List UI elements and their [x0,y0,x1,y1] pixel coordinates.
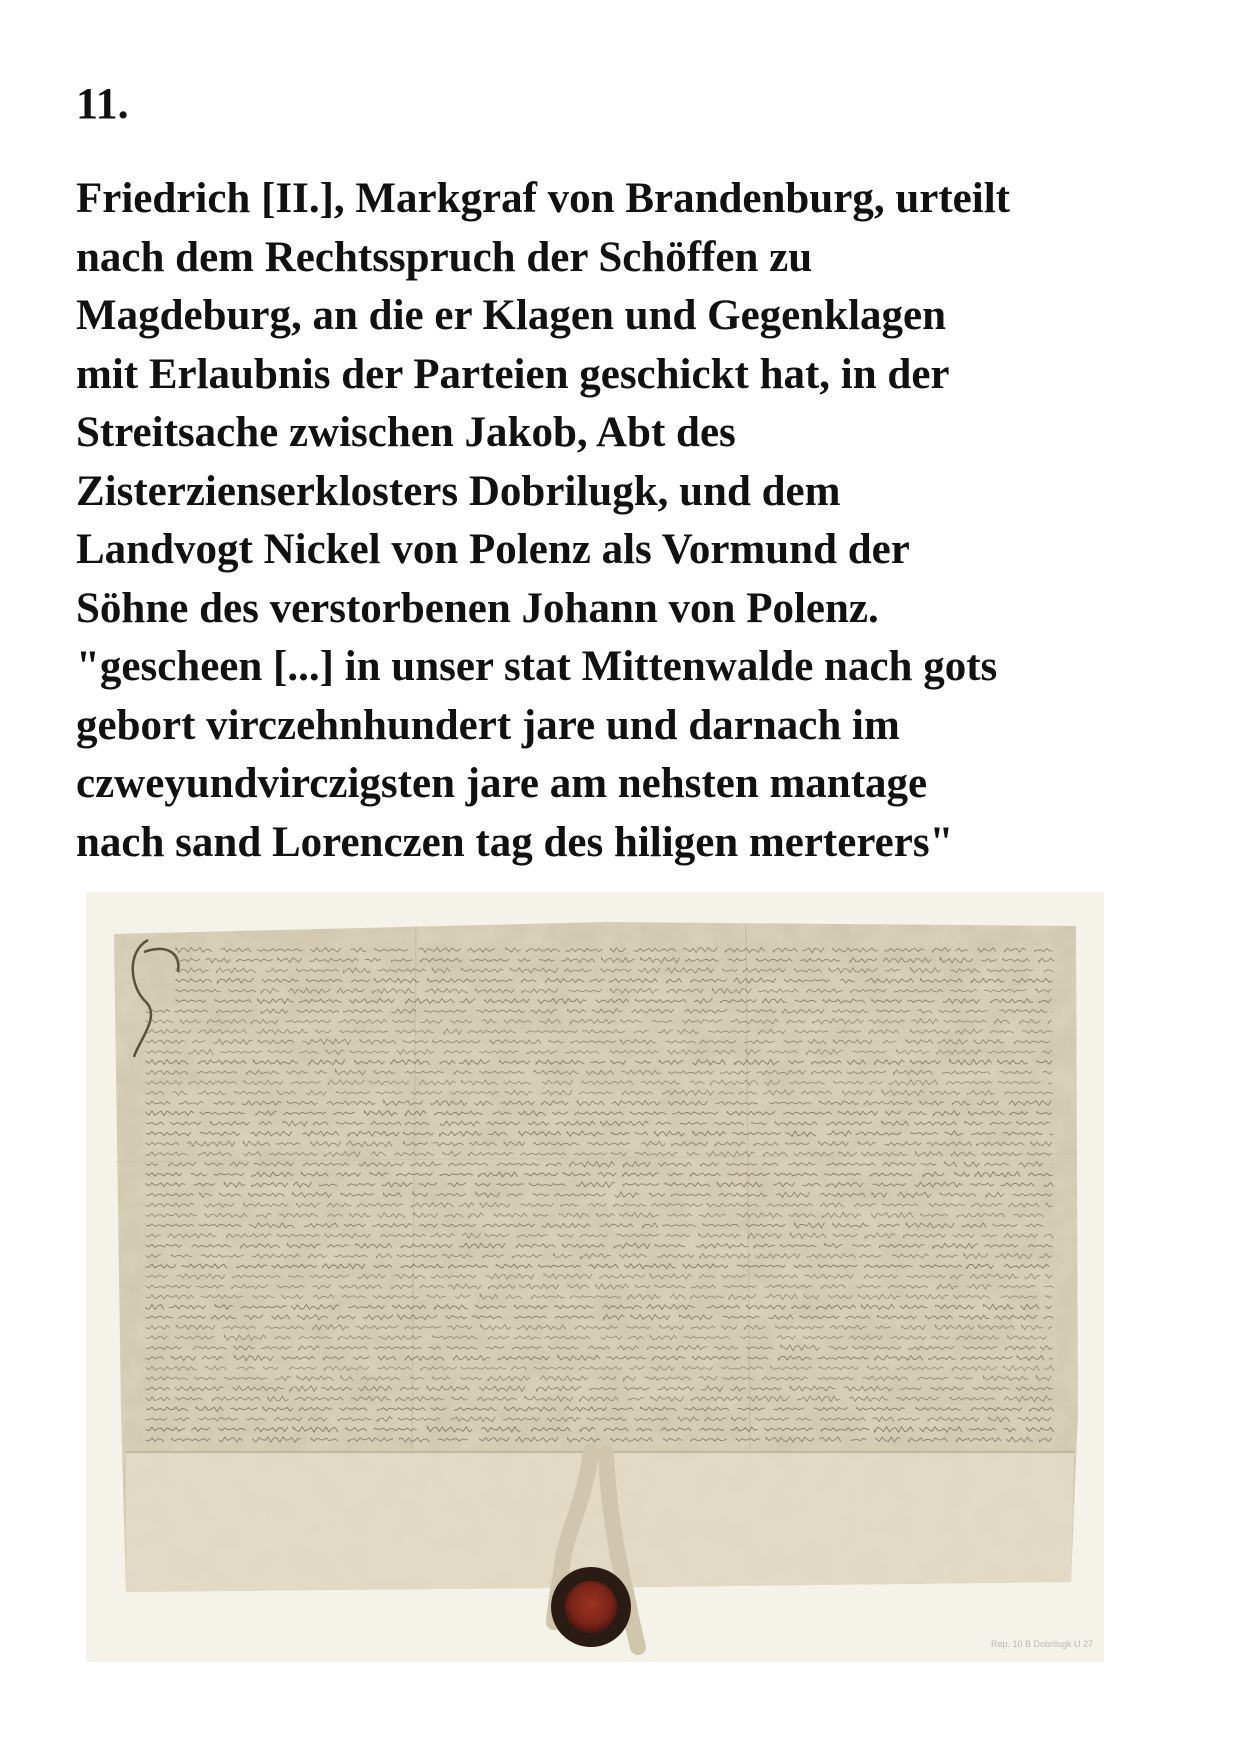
regest-text [76,170,1176,872]
archive-signature: Rep. 10 B Dobrilugk U 27 [991,1639,1094,1649]
regest-line: Zisterzienserklosters Dobrilugk, und dem [76,467,841,515]
regest-line: gebort virczehnhundert jare und darnach im [76,701,900,749]
regest-line: Friedrich [II.], Markgraf von Brandenburg, urteilt [76,175,1010,222]
charter-scan-image [86,892,1104,1662]
regest-line: mit Erlaubnis der Parteien geschickt hat, in der [76,350,950,398]
wax-seal-inner [565,1581,617,1633]
charter-illustration [86,892,1104,1662]
regest-line: "gescheen [...] in unser stat Mittenwalde nach gots [76,643,998,690]
regest-line: Landvogt Nickel von Polenz als Vormund der [76,526,910,573]
regest-line: Söhne des verstorbenen Johann von Polenz. [76,584,879,632]
regest-line: nach sand Lorenczen tag des hiligen merterers" [76,818,954,866]
regest-line: Magdeburg, an die er Klagen und Gegenklagen [76,292,947,339]
regest-line: Streitsache zwischen Jakob, Abt des [76,409,736,456]
document-number: 11. [76,79,129,128]
regest-line: czweyundvirczigsten jare am nehsten mantage [76,760,928,807]
regest-line: nach dem Rechtsspruch der Schöffen zu [76,233,813,281]
